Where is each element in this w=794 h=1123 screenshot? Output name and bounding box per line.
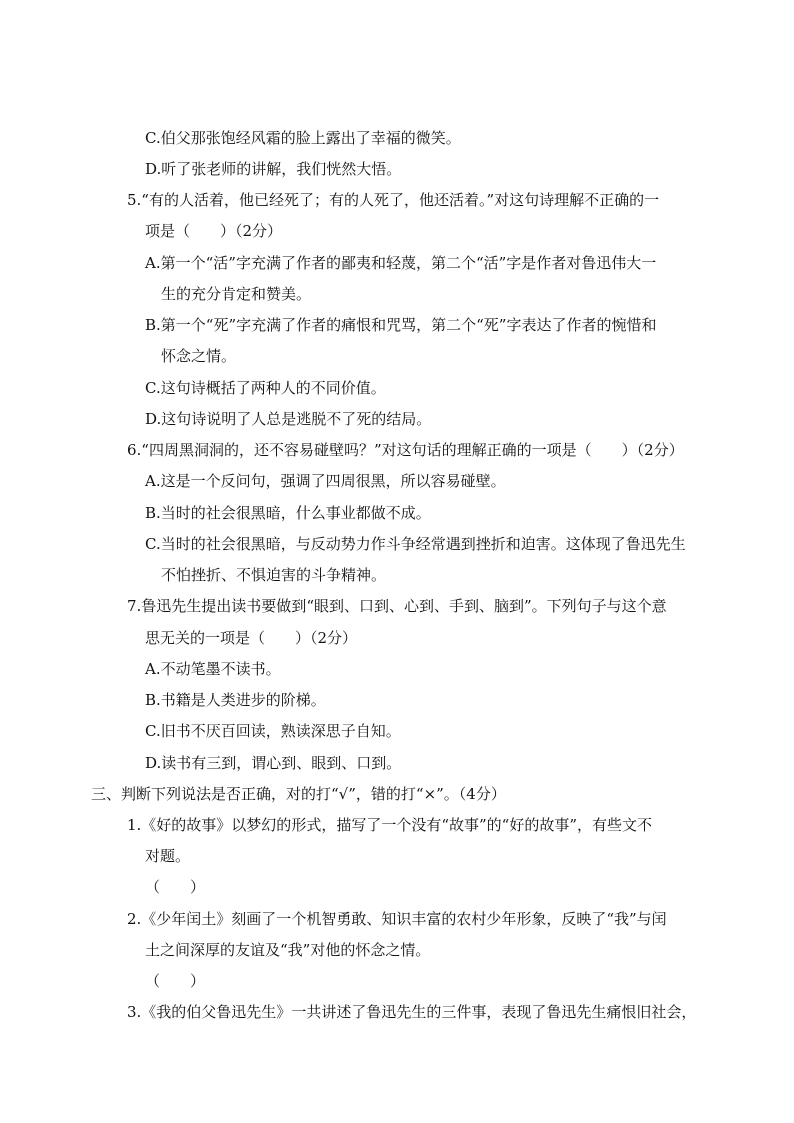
q5-option-a-line1: A.第一个“活”字充满了作者的鄙夷和轻蔑，第二个“活”字是作者对鲁迅伟大一 [145, 254, 657, 272]
q5-option-b-line2: 怀念之情。 [161, 347, 237, 365]
q6-option-c-line1: C.当时的社会很黑暗，与反动势力作斗争经常遇到挫折和迫害。这体现了鲁迅先生 [145, 535, 686, 553]
judge-item2-line2: 土之间深厚的友谊及“我”对他的怀念之情。 [145, 941, 431, 959]
judge-item2-answer-blank[interactable]: （ ） [145, 972, 206, 990]
q7-option-c: C.旧书不厌百回读，熟读深思子自知。 [145, 722, 401, 740]
q7-option-a: A.不动笔墨不读书。 [145, 660, 281, 678]
q6-option-b: B.当时的社会很黑暗，什么事业都做不成。 [145, 504, 431, 522]
q5-option-b-line1: B.第一个“死”字充满了作者的痛恨和咒骂，第二个“死”字表达了作者的惋惜和 [145, 316, 657, 334]
q5-option-c: C.这句诗概括了两种人的不同价值。 [145, 379, 386, 397]
judge-item1-answer-blank[interactable]: （ ） [145, 878, 206, 896]
q6-option-a: A.这是一个反问句，强调了四周很黑，所以容易碰壁。 [145, 472, 506, 490]
judge-item3-line1: 3.《我的伯父鲁迅先生》一共讲述了鲁迅先生的三件事，表现了鲁迅先生痛恨旧社会， [127, 1003, 697, 1021]
q7-stem-line1: 7.鲁迅先生提出读书要做到“眼到、口到、心到、手到、脑到”。下列句子与这个意 [127, 597, 667, 615]
judge-item1-line1: 1.《好的故事》以梦幻的形式，描写了一个没有“故事”的“好的故事”，有些文不 [127, 816, 652, 834]
q5-stem-line2: 项是（ ）（2分） [145, 222, 283, 240]
q5-option-d: D.这句诗说明了人总是逃脱不了死的结局。 [145, 410, 432, 428]
q7-option-b: B.书籍是人类进步的阶梯。 [145, 691, 326, 709]
section3-heading: 三、判断下列说法是否正确，对的打“√”，错的打“×”。（4分） [91, 785, 506, 803]
q7-option-d: D.读书有三到，谓心到、眼到、口到。 [145, 754, 402, 772]
q6-stem: 6.“四周黑洞洞的，还不容易碰壁吗？”对这句话的理解正确的一项是（ ）（2分） [127, 441, 684, 459]
q4-option-c: C.伯父那张饱经风霜的脸上露出了幸福的微笑。 [145, 129, 461, 147]
q5-stem-line1: 5.“有的人活着，他已经死了；有的人死了，他还活着。”对这句诗理解不正确的一 [127, 191, 660, 209]
q6-option-c-line2: 不怕挫折、不惧迫害的斗争精神。 [161, 566, 387, 584]
judge-item2-line1: 2.《少年闰土》刻画了一个机智勇敢、知识丰富的农村少年形象，反映了“我”与闰 [127, 910, 667, 928]
q5-option-a-line2: 生的充分肯定和赞美。 [161, 285, 312, 303]
q7-stem-line2: 思无关的一项是（ ）（2分） [145, 629, 358, 647]
q4-option-d: D.听了张老师的讲解，我们恍然大悟。 [145, 160, 402, 178]
judge-item1-line2: 对题。 [145, 847, 191, 865]
